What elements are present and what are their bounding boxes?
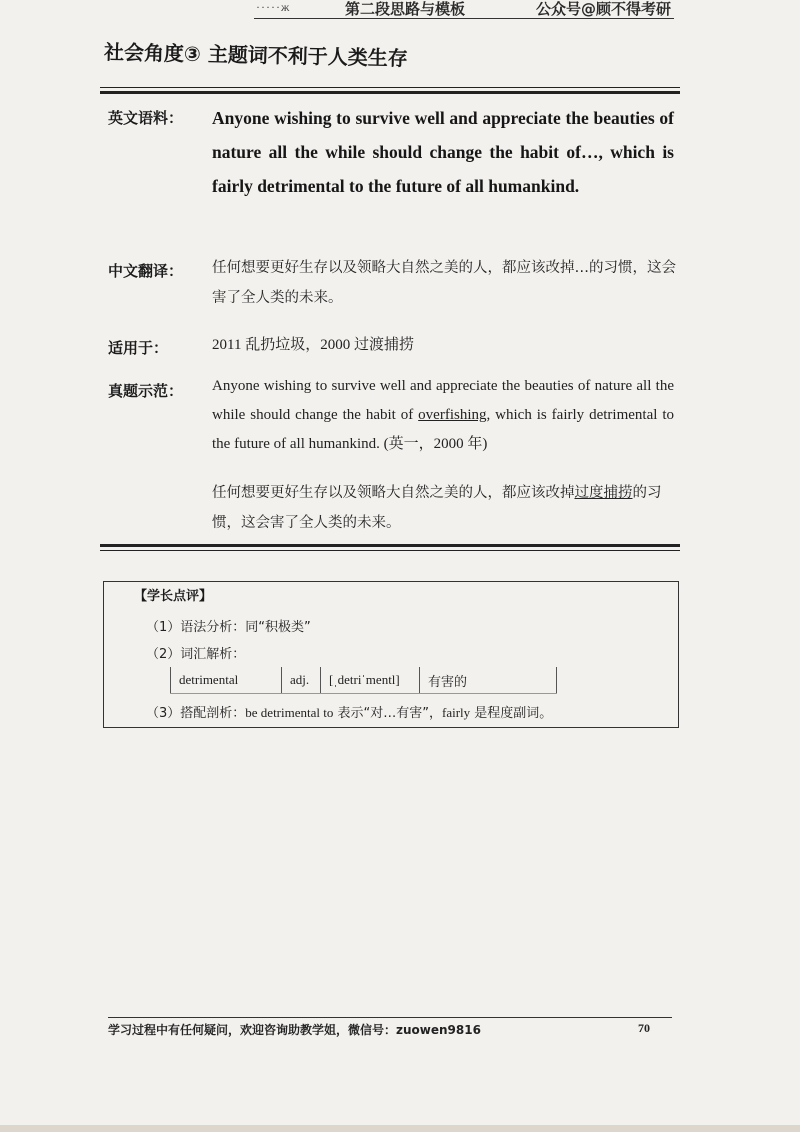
top-rule-thick bbox=[100, 91, 680, 94]
english-corpus-text: Anyone wishing to survive well and appreciate the beauties of nature all the while should change the habit of…, which is fairly detrimental to the future of all humankind. bbox=[212, 108, 674, 196]
page-number: 70 bbox=[638, 1021, 650, 1035]
vocab-row bbox=[171, 667, 557, 694]
exam-example-label: 真题示范： bbox=[108, 382, 184, 400]
exam-example-en-part1: Anyone wishing to survive well and appreciate the beauties of nature all the while should change the habit of bbox=[212, 378, 674, 423]
vocab-word: detrimental bbox=[171, 667, 282, 694]
applies-to-text: 2011 乱扔垃圾，2000 过渡捕捞 bbox=[212, 337, 414, 353]
comment-title: 【学长点评】 bbox=[134, 589, 213, 604]
chinese-translation-text: 任何想要更好生存以及领略大自然之美的人，都应该改掉…的习惯，这会害了全人类的未来。 bbox=[212, 260, 676, 306]
exam-example-chinese bbox=[212, 478, 676, 538]
exam-example-english bbox=[212, 372, 674, 459]
footer-rule bbox=[108, 1017, 672, 1018]
collocation-phrase: be detrimental to bbox=[245, 705, 334, 720]
vocab-phonetic: [ˌdetriˈmentl] bbox=[321, 667, 420, 694]
chapter-title: 第二段思路与模板 bbox=[345, 0, 466, 18]
vocab-table bbox=[170, 667, 557, 694]
chinese-translation-label: 中文翻译： bbox=[108, 262, 184, 280]
senior-comment-box bbox=[103, 581, 679, 728]
section-title: 社会角度③ 主题词不利于人类生存 bbox=[103, 40, 409, 71]
comment-collocation bbox=[146, 702, 552, 721]
header-rule bbox=[254, 18, 674, 19]
applies-to-label: 适用于： bbox=[108, 339, 169, 357]
comment-grammar-analysis: （1）语法分析：同“积极类” bbox=[146, 620, 311, 635]
vocab-pos: adj. bbox=[282, 667, 321, 694]
top-rule-thin bbox=[100, 87, 680, 88]
collocation-note: 是程度副词。 bbox=[470, 706, 553, 721]
collocation-label: （3）搭配剖析： bbox=[146, 706, 246, 721]
exam-example-en-part2: , which is fairly detrimental to the future of all humankind. (英一，2000 年) bbox=[212, 407, 674, 452]
scan-bottom-edge bbox=[0, 1125, 800, 1132]
exam-example-cn-underlined: 过度捕捞 bbox=[574, 485, 633, 501]
comment-vocab-heading: （2）词汇解析： bbox=[146, 647, 246, 662]
exam-example-cn-part1: 任何想要更好生存以及领略大自然之美的人，都应该改掉 bbox=[212, 485, 575, 501]
footer-contact-text: 学习过程中有任何疑问，欢迎咨询助教学姐，微信号：zuowen9816 bbox=[108, 1023, 481, 1037]
bottom-rule-thin bbox=[100, 550, 680, 551]
wechat-account: 公众号@顾不得考研 bbox=[536, 0, 672, 18]
exam-example-cn-part2: 的习惯，这会害了全人类的未来。 bbox=[212, 485, 662, 531]
collocation-meaning: 表示“对…有害”， bbox=[333, 706, 442, 721]
header-mark: ·····ж bbox=[256, 0, 291, 14]
bottom-rule-thick bbox=[100, 544, 680, 547]
collocation-adverb: fairly bbox=[441, 705, 471, 720]
english-corpus-label: 英文语料： bbox=[108, 109, 184, 127]
exam-example-en-underlined: overfishing bbox=[418, 407, 487, 423]
vocab-meaning: 有害的 bbox=[420, 667, 557, 694]
